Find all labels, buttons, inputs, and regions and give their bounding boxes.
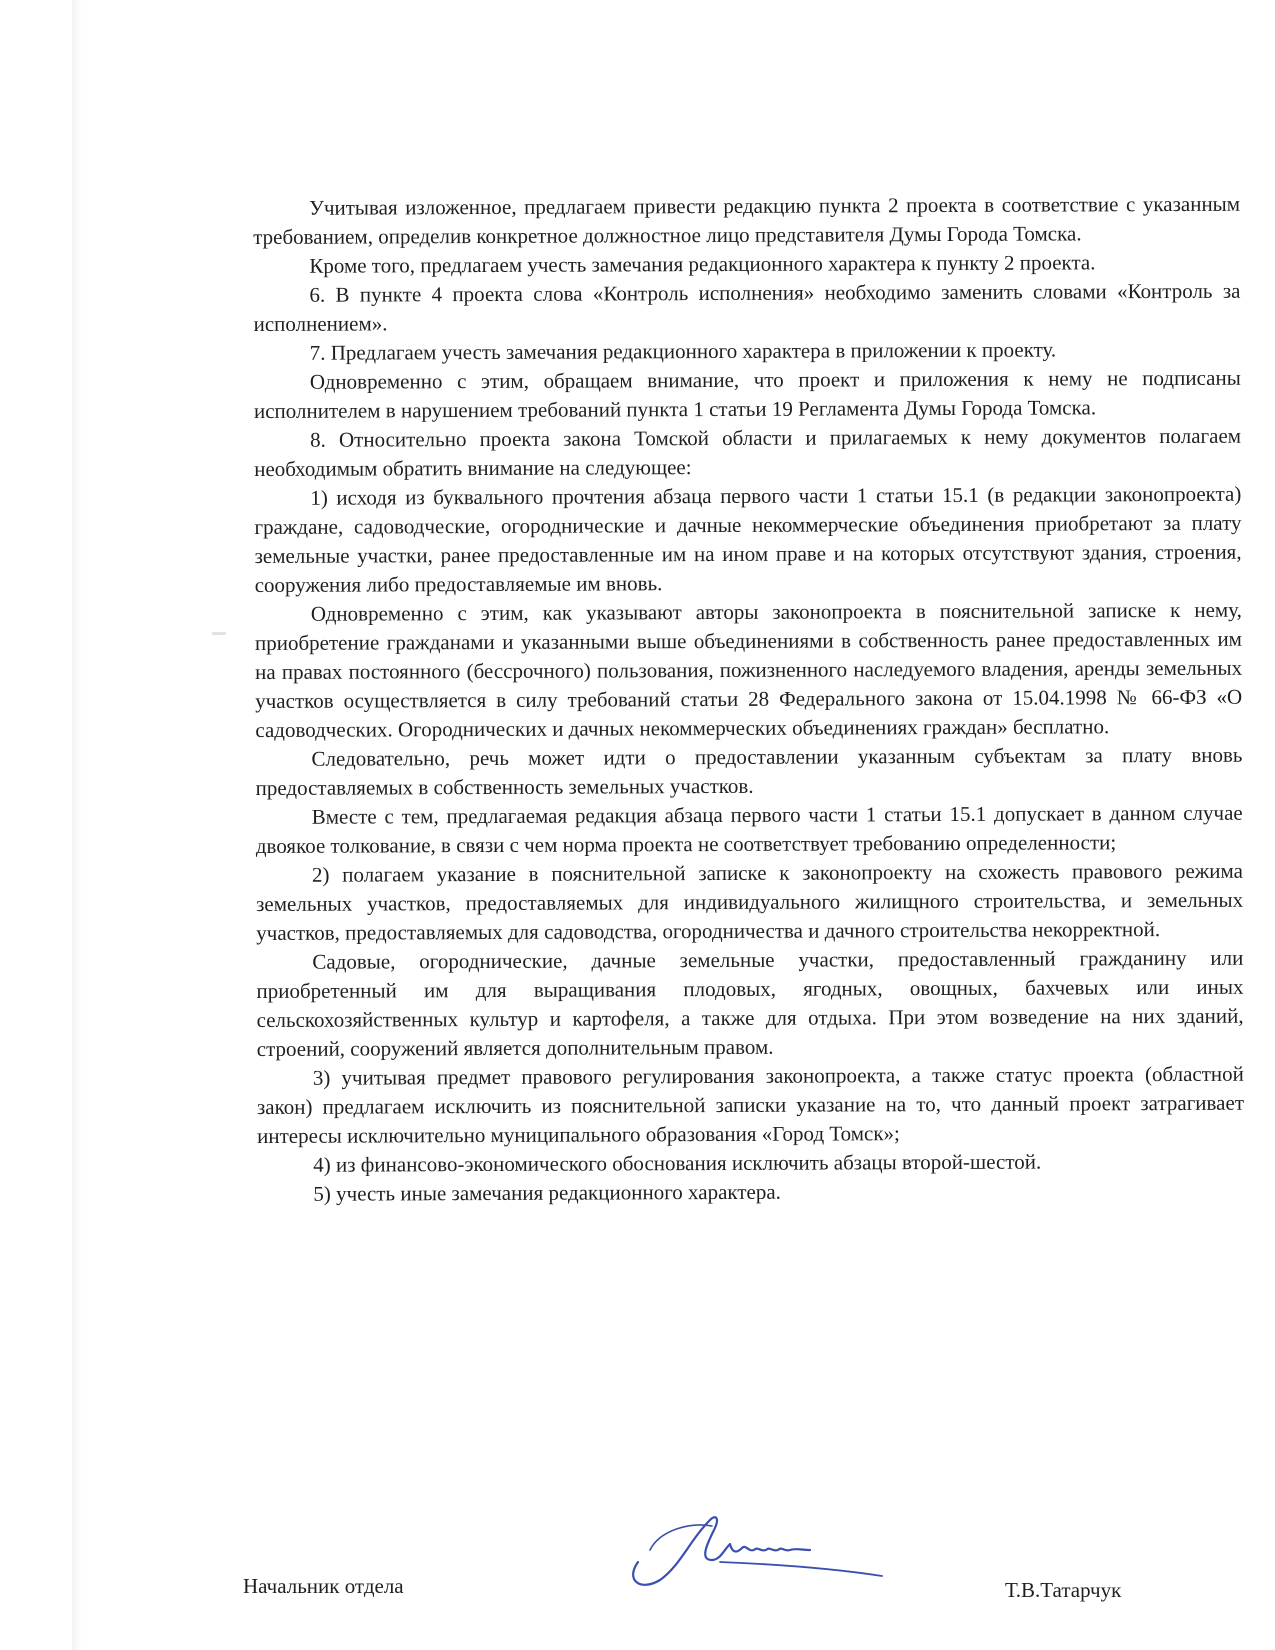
paragraph: 7. Предлагаем учесть замечания редакционного характера в приложении к проекту.: [309, 337, 1057, 365]
scan-edge-shadow: [72, 0, 82, 1650]
paragraph: 2) полагаем указание в пояснительной записке к законопроекту на схожесть правового режима земельных участков, предоставляемых для индивидуального жилищного строительства, и земельных участков, предоставляемых для садоводства, огородничества и дачного строительства некорректной.: [256, 858, 1244, 945]
signer-position: Начальник отдела: [243, 1574, 404, 1598]
paragraph: 5) учесть иные замечания редакционного характера.: [313, 1179, 781, 1206]
signer-name: Т.В.Татарчук: [1005, 1578, 1122, 1602]
paragraph: 1) исходя из буквального прочтения абзаца первого части 1 статьи 15.1 (в редакции законопроекта) граждане, садоводческие, огороднические и дачные некоммерческие объединения приобретают за плату земельные участки, ранее предоставленные им на ином праве и на которых отсутствуют здания, строения, сооружения либо предоставляемые им вновь.: [254, 481, 1242, 597]
paragraph: Следовательно, речь может идти о предоставлении указанным субъектам за плату вновь предоставляемых в собственность земельных участков.: [255, 742, 1243, 800]
handwritten-signature: [620, 1500, 900, 1600]
document-body: [253, 190, 1244, 1209]
paragraph: 4) из финансово-экономического обоснования исключить абзацы второй-шестой.: [313, 1149, 1042, 1177]
paragraph: Одновременно с этим, обращаем внимание, что проект и приложения к нему не подписаны исполнителем в нарушением требований пункта 1 статьи 19 Регламента Думы Города Томска.: [253, 365, 1241, 423]
paragraph: Одновременно с этим, как указывают авторы законопроекта в пояснительной записке к нему, приобретение гражданами и указанными выше объединениями в собственность ранее предоставленных им на правах постоянного (бессрочного) пользования, пожизненного наследуемого владения, аренды земельных участков осуществляется в силу требований статьи 28 Федерального закона от 15.04.1998 № 66-ФЗ «О садоводческих. Огороднических и дачных некоммерческих объединениях граждан» бесплатно.: [254, 597, 1243, 742]
paragraph: Кроме того, предлагаем учесть замечания редакционного характера к пункту 2 проекта.: [309, 250, 1096, 278]
paragraph: Вместе с тем, предлагаемая редакция абзаца первого части 1 статьи 15.1 допускает в данном случае двоякое толкование, в связи с чем норма проекта не соответствует требованию определенности;: [255, 800, 1243, 858]
paragraph: 3) учитывая предмет правового регулирования законопроекта, а также статус проекта (областной закон) предлагаем исключить из пояснительной записки указание на то, что данный проект затрагивает интересы исключительно муниципального образования «Город Томск»;: [256, 1061, 1245, 1148]
paragraph: Садовые, огороднические, дачные земельные участки, предоставленный гражданину или приобретенный им для выращивания плодовых, ягодных, овощных, бахчевых или иных сельскохозяйственных культур и картофеля, а также для отдыха. При этом возведение на них зданий, строений, сооружений является дополнительным правом.: [256, 945, 1244, 1061]
scan-artifact: [212, 632, 226, 635]
paragraph: 6. В пункте 4 проекта слова «Контроль исполнения» необходимо заменить словами «Контроль за исполнением».: [253, 278, 1241, 336]
paragraph: Учитывая изложенное, предлагаем привести редакцию пункта 2 проекта в соответствие с указанным требованием, определив конкретное должностное лицо представителя Думы Города Томска.: [253, 191, 1241, 249]
signature-block: [0, 1560, 1275, 1620]
paragraph: 8. Относительно проекта закона Томской области и прилагаемых к нему документов полагаем необходимым обратить внимание на следующее:: [254, 423, 1242, 481]
